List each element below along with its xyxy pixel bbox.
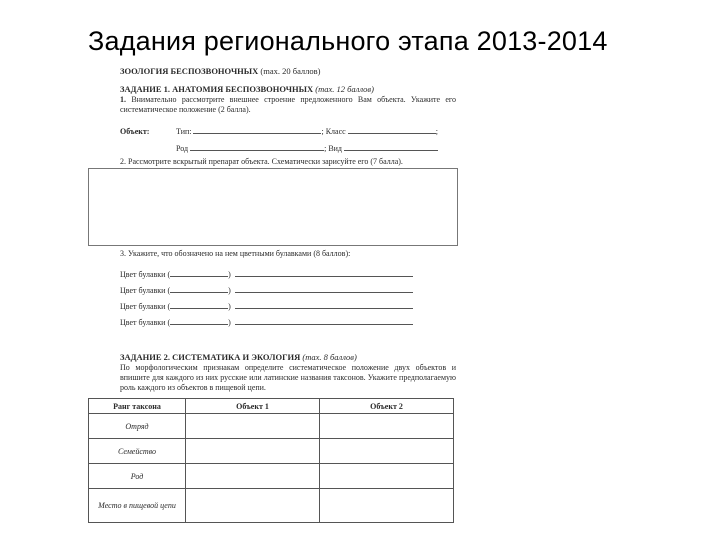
object1-cell[interactable] [186,439,320,464]
species-label: ; Вид [324,144,343,153]
task1-question-2: 2. Рассмотрите вскрытый препарат объекта. Схематически зарисуйте его (7 балла). [120,157,403,166]
task1-question-1 [120,95,456,115]
header-points: (max. 20 баллов) [260,66,321,76]
pin-color-field[interactable] [170,284,228,293]
table-row [89,464,454,489]
genus-field[interactable] [190,142,324,151]
rank-cell: Семейство [89,439,186,464]
object2-cell[interactable] [320,439,454,464]
table-header-row [89,399,454,414]
object2-cell[interactable] [320,464,454,489]
pin-label: Цвет булавки ( [120,286,171,295]
pin-row-2: Цвет булавки ( ) [120,284,413,296]
document-page [88,62,460,512]
table-header: Объект 1 [186,399,320,414]
species-field[interactable] [344,142,438,151]
pin-row-3: Цвет булавки ( ) [120,300,413,312]
pin-meaning-field[interactable] [235,316,413,325]
object2-cell[interactable] [320,414,454,439]
pin-meaning-field[interactable] [235,268,413,277]
task2-text: По морфологическим признакам определите систематическое положение двух объектов и впишите для каждого из них русские или латинские названия таксонов. Укажите предполагаемую роль каждого из объектов в пищевой цепи. [120,363,456,392]
pin-row-1: Цвет булавки ( ) [120,268,413,280]
object1-cell[interactable] [186,489,320,523]
task2-points: (max. 8 баллов) [302,352,357,362]
sketch-area[interactable] [88,168,458,246]
genus-species-row [120,142,460,154]
q1-number: 1. [120,95,126,104]
type-field[interactable] [193,125,321,134]
object1-cell[interactable] [186,464,320,489]
object-label: Объект: [120,127,150,136]
rank-cell: Отряд [89,414,186,439]
pin-color-field[interactable] [170,316,228,325]
pin-label: Цвет булавки ( [120,270,171,279]
header-title: ЗООЛОГИЯ БЕСПОЗВОНОЧНЫХ [120,66,259,76]
task2-title-text: ЗАДАНИЕ 2. СИСТЕМАТИКА И ЭКОЛОГИЯ [120,352,301,362]
table-header: Ранг таксона [89,399,186,414]
table-row [89,489,454,523]
pin-meaning-field[interactable] [235,284,413,293]
object-type-class-row: Объект: Тип: ; Класс ; [120,127,438,136]
pin-row-4: Цвет булавки ( ) [120,316,413,328]
rank-cell: Род [89,464,186,489]
object1-cell[interactable] [186,414,320,439]
slide-title: Задания регионального этапа 2013-2014 [88,26,608,56]
pin-meaning-field[interactable] [235,300,413,309]
object2-cell[interactable] [320,489,454,523]
pin-label: Цвет булавки ( [120,318,171,327]
document-header [120,66,321,77]
table-row [89,439,454,464]
class-label: ; Класс [321,127,346,136]
pin-color-field[interactable] [170,300,228,309]
table-row [89,414,454,439]
class-field[interactable] [348,125,436,134]
type-label: Тип: [176,127,192,136]
pin-color-field[interactable] [170,268,228,277]
task1-title [120,84,374,95]
task1-points: (max. 12 баллов) [315,84,374,94]
q1-text: Внимательно рассмотрите внешнее строение предложенного Вам объекта. Укажите его систематическое положение (2 балла). [120,95,456,114]
taxonomy-table [88,398,454,523]
task2-title [120,352,357,363]
task1-question-3: 3. Укажите, что обозначено на нем цветными булавками (8 баллов): [120,249,351,258]
genus-label: Род [176,144,189,153]
pin-label: Цвет булавки ( [120,302,171,311]
table-header: Объект 2 [320,399,454,414]
rank-cell: Место в пищевой цепи [89,489,186,523]
task1-title-text: ЗАДАНИЕ 1. АНАТОМИЯ БЕСПОЗВОНОЧНЫХ [120,84,314,94]
